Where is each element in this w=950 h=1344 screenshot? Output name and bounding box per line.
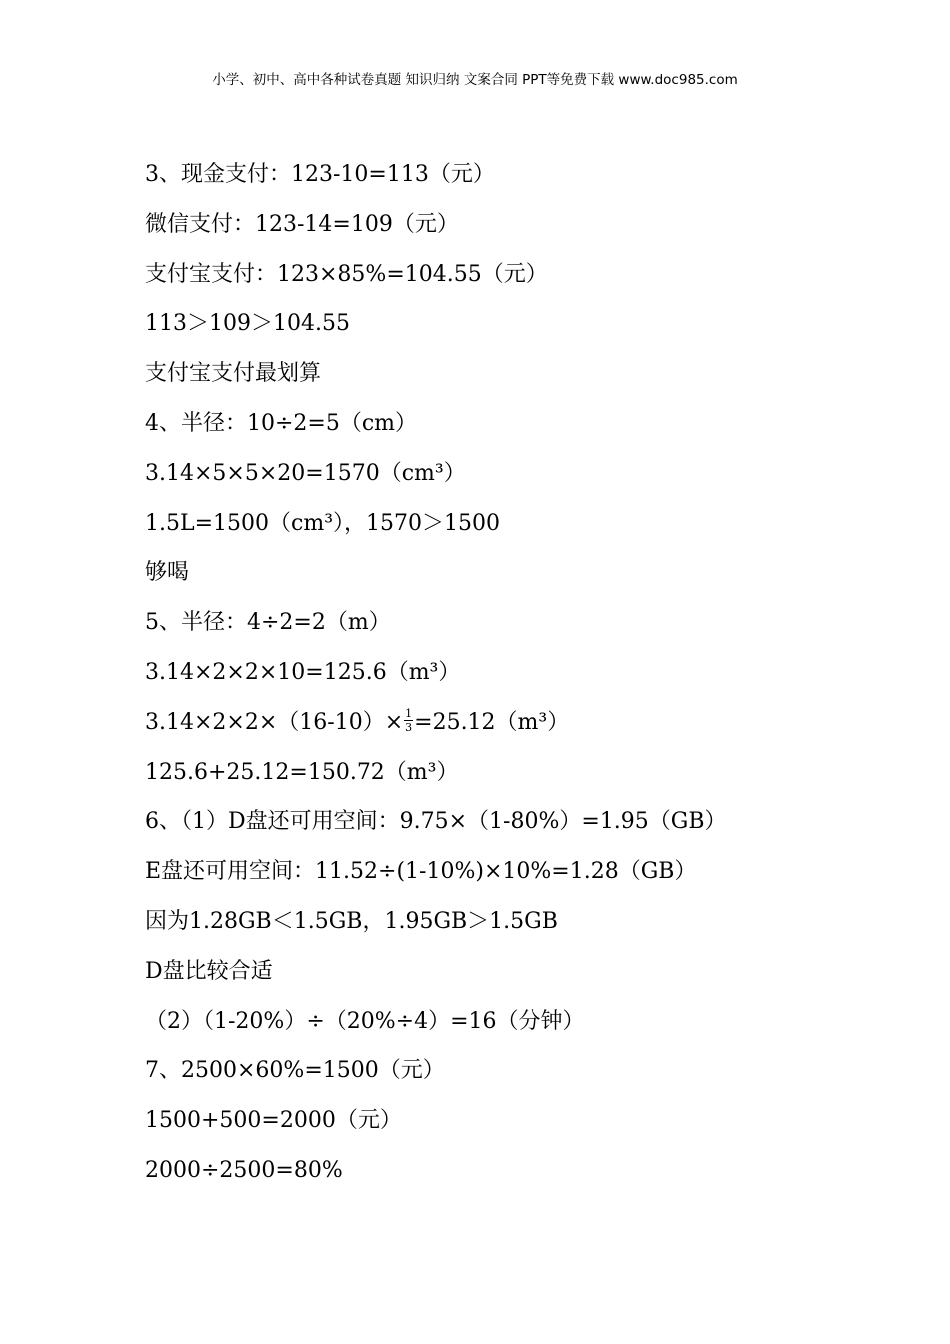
text-line: 113＞109＞104.55: [145, 311, 350, 337]
fraction-denominator: 3: [405, 721, 413, 735]
solution-content: [145, 150, 905, 1196]
page-header: 小学、初中、高中各种试卷真题 知识归纳 文案合同 PPT等免费下载 www.doc985.com: [212, 72, 738, 88]
text-line: 3.14×5×5×20=1570（cm³）: [145, 460, 466, 486]
text-line: 3.14×2×2×10=125.6（m³）: [145, 659, 461, 685]
text-line: 3、现金支付：123-10=113（元）: [145, 162, 495, 187]
text-line: 支付宝支付最划算: [145, 361, 322, 387]
text-line: 6、（1）D盘还可用空间：9.75×（1-80%）=1.95（GB）: [145, 809, 727, 835]
text-line: 因为1.28GB＜1.5GB，1.95GB＞1.5GB: [145, 908, 558, 934]
text-line: 1500+500=2000（元）: [145, 1108, 402, 1134]
text-line: 7、2500×60%=1500（元）: [145, 1058, 445, 1084]
text-line: 125.6+25.12=150.72（m³）: [145, 759, 459, 785]
text-line: E盘还可用空间：11.52÷(1-10%)×10%=1.28（GB）: [145, 859, 697, 885]
text-line-with-fraction: [145, 698, 905, 748]
text-line: D盘比较合适: [145, 958, 273, 984]
text-line: 2000÷2500=80%: [145, 1157, 343, 1183]
text-line: 够喝: [145, 560, 190, 586]
text-line: 5、半径：4÷2=2（m）: [145, 610, 391, 636]
expression-after: =25.12（m³）: [414, 709, 570, 735]
fraction-numerator: 1: [405, 707, 413, 721]
text-line: 支付宝支付：123×85%=104.55（元）: [145, 261, 548, 287]
expression-before: 3.14×2×2×（16-10）×: [145, 709, 404, 735]
text-line: 4、半径：10÷2=5（cm）: [145, 410, 418, 436]
fraction: [404, 707, 413, 734]
text-line: 微信支付：123-14=109（元）: [145, 211, 459, 237]
text-line: （2）（1-20%）÷（20%÷4）=16（分钟）: [145, 1008, 585, 1034]
text-line: 1.5L=1500（cm³），1570＞1500: [145, 510, 500, 536]
